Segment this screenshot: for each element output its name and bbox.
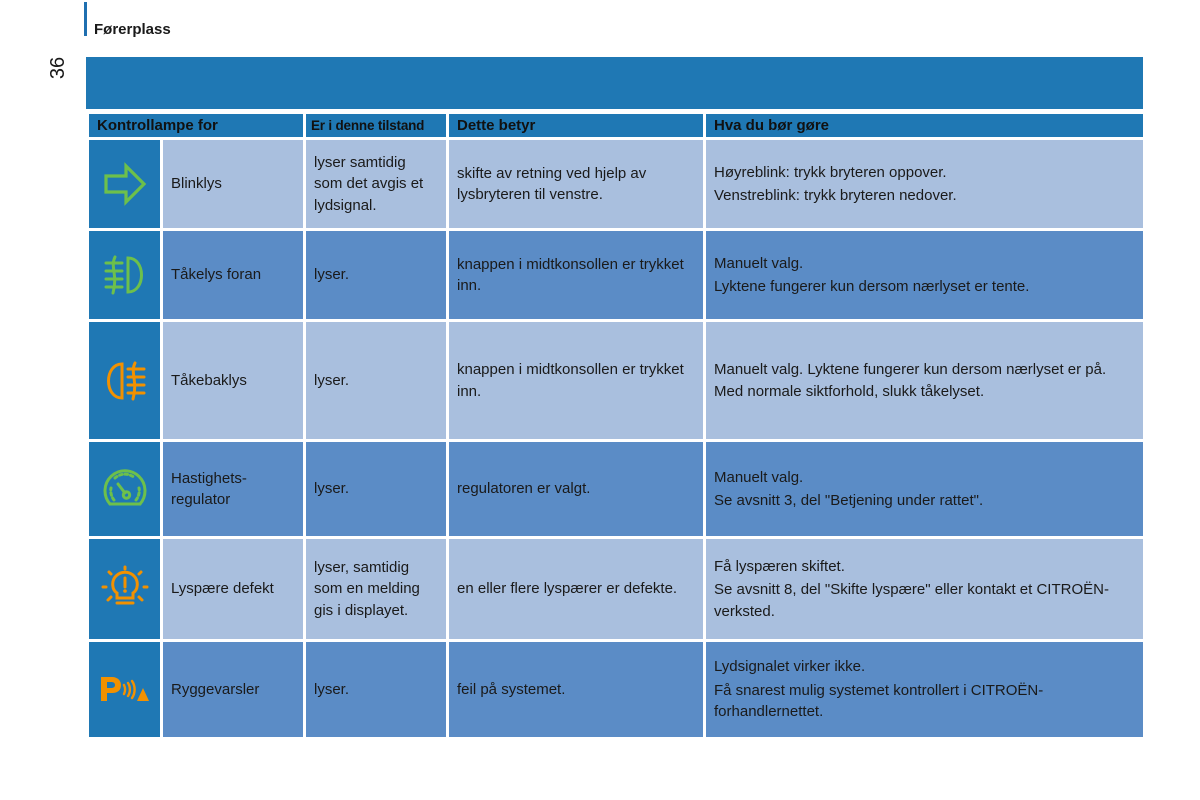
table-title-band bbox=[86, 57, 1143, 109]
turn-signal-arrow-icon bbox=[102, 161, 148, 207]
lamp-state: lyser samtidig som det avgis et lydsignal. bbox=[305, 139, 448, 230]
lamp-action bbox=[705, 538, 1145, 641]
front-fog-light-icon bbox=[100, 253, 150, 297]
table-header-row bbox=[88, 113, 1145, 139]
action-line: Få snarest mulig systemet kontrollert i CITROËN-forhandlernettet. bbox=[714, 681, 1044, 721]
bulb-failure-icon bbox=[100, 565, 150, 613]
lamp-name: Blinklys bbox=[162, 139, 305, 230]
action-line: Manuelt valg. bbox=[714, 254, 804, 272]
section-accent-bar bbox=[84, 2, 87, 36]
lamp-state: lyser. bbox=[305, 441, 448, 538]
lamp-state: lyser, samtidig som en melding gis i displayet. bbox=[305, 538, 448, 641]
icon-cell bbox=[88, 538, 162, 641]
lamp-meaning: skifte av retning ved hjelp av lysbryteren til venstre. bbox=[448, 139, 705, 230]
table-row bbox=[88, 139, 1145, 230]
icon-cell bbox=[88, 321, 162, 441]
column-header-state: Er i denne tilstand bbox=[305, 113, 448, 139]
action-line: Manuelt valg. bbox=[714, 468, 804, 486]
lamp-action bbox=[705, 321, 1145, 441]
lamp-action bbox=[705, 641, 1145, 739]
parking-sensor-warning-icon bbox=[97, 673, 153, 707]
lamp-name: Tåkebaklys bbox=[162, 321, 305, 441]
action-line: Lydsignalet virker ikke. bbox=[714, 658, 866, 676]
lamp-name: Tåkelys foran bbox=[162, 230, 305, 321]
lamp-meaning: feil på systemet. bbox=[448, 641, 705, 739]
warning-lamps-table bbox=[86, 111, 1146, 740]
column-header-meaning: Dette betyr bbox=[448, 113, 705, 139]
page-number: 36 bbox=[46, 56, 69, 80]
lamp-state: lyser. bbox=[305, 321, 448, 441]
table-row bbox=[88, 441, 1145, 538]
column-header-lamp: Kontrollampe for bbox=[88, 113, 305, 139]
action-line: Høyreblink: trykk bryteren oppover. bbox=[714, 163, 947, 181]
table-row bbox=[88, 230, 1145, 321]
table-row bbox=[88, 641, 1145, 739]
action-line: Se avsnitt 3, del "Betjening under rattet". bbox=[714, 492, 984, 509]
lamp-name: Hastighets-regulator bbox=[162, 441, 305, 538]
table-row bbox=[88, 321, 1145, 441]
action-line: Venstreblink: trykk bryteren nedover. bbox=[714, 187, 957, 204]
cruise-control-speedometer-icon bbox=[100, 466, 150, 512]
lamp-meaning: en eller flere lyspærer er defekte. bbox=[448, 538, 705, 641]
lamp-state: lyser. bbox=[305, 230, 448, 321]
lamp-meaning: knappen i midtkonsollen er trykket inn. bbox=[448, 230, 705, 321]
icon-cell bbox=[88, 230, 162, 321]
icon-cell bbox=[88, 641, 162, 739]
lamp-name: Lyspære defekt bbox=[162, 538, 305, 641]
action-line: Lyktene fungerer kun dersom nærlyset er tente. bbox=[714, 278, 1030, 295]
table-row bbox=[88, 538, 1145, 641]
lamp-action bbox=[705, 139, 1145, 230]
lamp-state: lyser. bbox=[305, 641, 448, 739]
icon-cell bbox=[88, 139, 162, 230]
lamp-action bbox=[705, 441, 1145, 538]
action-line: Manuelt valg. Lyktene fungerer kun dersom nærlyset er på. Med normale siktforhold, slukk tåkelyset. bbox=[714, 361, 1107, 400]
rear-fog-light-icon bbox=[100, 359, 150, 403]
lamp-meaning: regulatoren er valgt. bbox=[448, 441, 705, 538]
column-header-action: Hva du bør gøre bbox=[705, 113, 1145, 139]
lamp-name: Ryggevarsler bbox=[162, 641, 305, 739]
action-line: Se avsnitt 8, del "Skifte lyspære" eller kontakt et CITROËN-verksted. bbox=[714, 581, 1109, 620]
lamp-meaning: knappen i midtkonsollen er trykket inn. bbox=[448, 321, 705, 441]
section-title: Førerplass bbox=[94, 21, 171, 38]
action-line: Få lyspæren skiftet. bbox=[714, 557, 845, 575]
icon-cell bbox=[88, 441, 162, 538]
lamp-action bbox=[705, 230, 1145, 321]
